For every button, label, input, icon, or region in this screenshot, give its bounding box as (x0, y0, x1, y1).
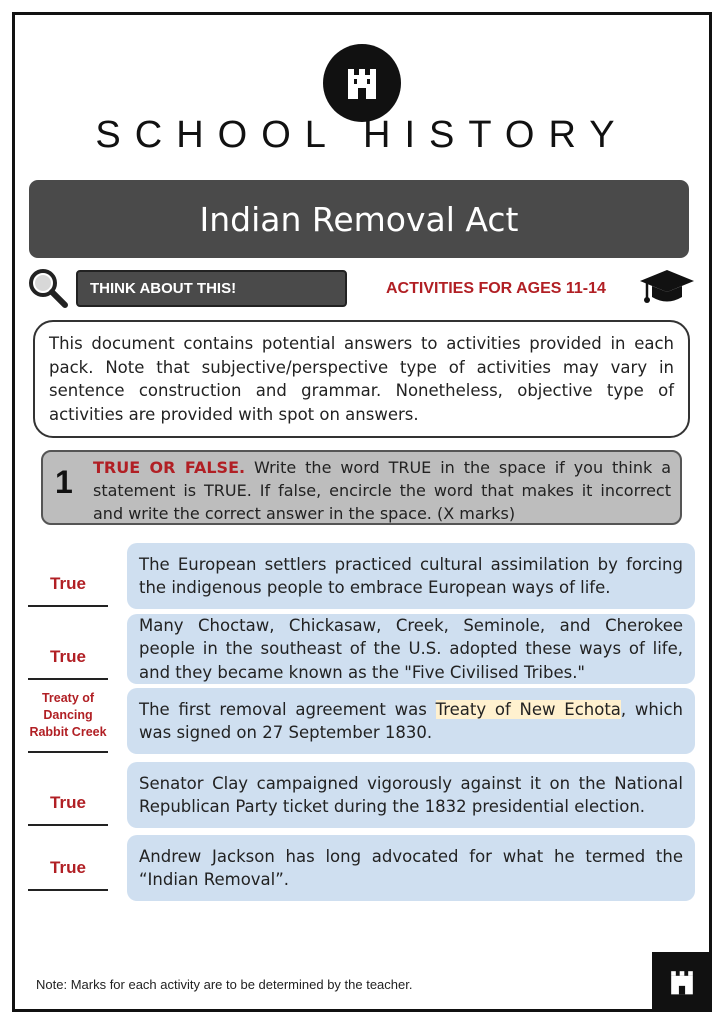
task-text (93, 456, 671, 525)
statement-1-text: The European settlers practiced cultural assimilation by forcing the indigenous people to embrace European ways of life. (139, 554, 683, 597)
task-heading: TRUE OR FALSE. (93, 458, 246, 477)
answer-2: True (50, 647, 86, 666)
graduation-cap-icon (638, 264, 696, 308)
statement-3-highlight: Treaty of New Echota (435, 699, 621, 719)
title-bar (29, 180, 689, 258)
answer-3: Treaty of Dancing Rabbit Creek (29, 691, 107, 739)
task-number: 1 (55, 464, 73, 500)
activities-age-label: ACTIVITIES FOR AGES 11-14 (386, 280, 606, 297)
answer-line-5 (28, 889, 108, 891)
castle-icon (323, 44, 401, 122)
footer-note (36, 977, 412, 992)
answer-5: True (50, 858, 86, 877)
answer-line-2 (28, 678, 108, 680)
statement-1 (127, 543, 695, 609)
magnifier-icon (26, 266, 70, 310)
task-body: Write the word TRUE in the space if you think a statement is TRUE. If false, encircle the word that makes it incorrect and write the correct answer in the space. (X marks) (93, 458, 671, 523)
statement-3-text (139, 698, 683, 745)
statement-3-before: The first removal agreement was (139, 699, 436, 719)
think-about-this-banner (76, 270, 347, 307)
task-instructions (41, 450, 682, 525)
statement-2-text: Many Choctaw, Chickasaw, Creek, Seminole, and Cherokee people in the southeast of the U.S. adopted these ways of life, and they became known as the "Five Civilised Tribes." (139, 615, 683, 682)
answer-line-3 (28, 751, 108, 753)
statement-4-text: Senator Clay campaigned vigorously against it on the National Republican Party ticket during the 1832 presidential election. (139, 773, 683, 816)
think-label: THINK ABOUT THIS! (90, 280, 237, 297)
statement-2 (127, 614, 695, 684)
intro-text: This document contains potential answers to activities provided in each pack. Note that subjective/perspective type of activities may vary in sentence construction and grammar. Nonetheless, objective type of activities are provided with spot on answers. (33, 320, 690, 438)
statement-4 (127, 762, 695, 828)
note-label: Note: (36, 977, 68, 992)
note-text: Marks for each activity are to be determined by the teacher. (67, 977, 413, 992)
castle-icon (652, 952, 712, 1012)
answer-line-1 (28, 605, 108, 607)
brand-name: SCHOOL HISTORY (95, 114, 629, 156)
statement-3 (127, 688, 695, 754)
answer-1: True (50, 574, 86, 593)
answer-4: True (50, 793, 86, 812)
statement-5-text: Andrew Jackson has long advocated for what he termed the “Indian Removal”. (139, 846, 683, 889)
statement-3-after: , which was signed on 27 September 1830. (139, 699, 683, 742)
statement-5 (127, 835, 695, 901)
page-title: Indian Removal Act (199, 199, 519, 239)
answer-line-4 (28, 824, 108, 826)
